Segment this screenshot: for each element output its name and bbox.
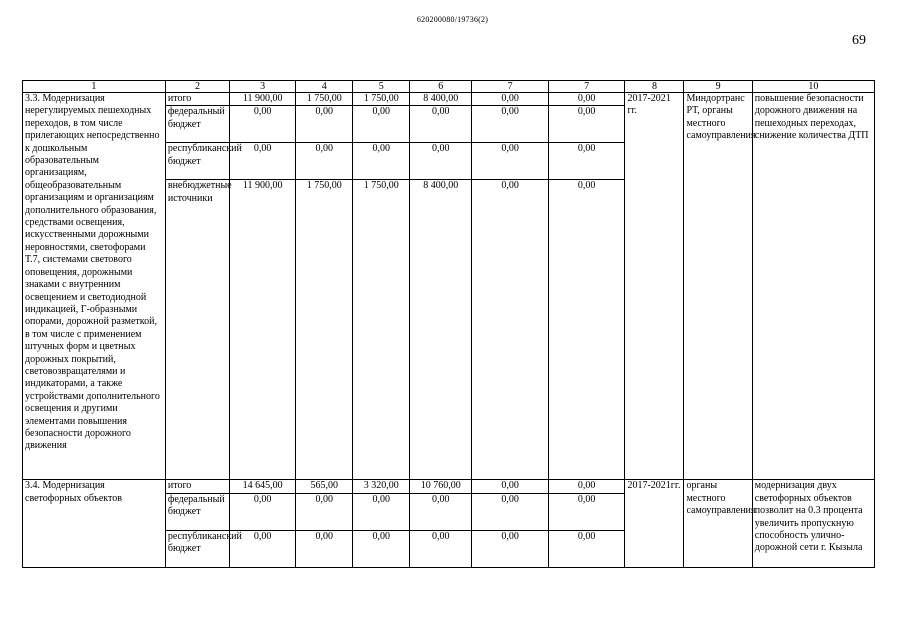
source-label: внебюджетные источники xyxy=(165,180,229,480)
source-label: итого xyxy=(165,480,229,493)
value-cell: 3 320,00 xyxy=(353,480,410,493)
value-cell: 11 900,00 xyxy=(230,93,296,106)
source-label: федеральный бюджет xyxy=(165,106,229,143)
value-cell: 8 400,00 xyxy=(410,180,472,480)
value-cell: 0,00 xyxy=(472,480,549,493)
header-col-1: 1 xyxy=(23,81,166,93)
executors-cell: Миндортранс РТ, органы местного самоуправления xyxy=(684,93,752,480)
value-cell: 0,00 xyxy=(353,106,410,143)
value-cell: 0,00 xyxy=(548,480,625,493)
header-col-3: 3 xyxy=(230,81,296,93)
value-cell: 0,00 xyxy=(410,143,472,180)
header-col-8: 8 xyxy=(625,81,684,93)
value-cell: 0,00 xyxy=(230,106,296,143)
page-number: 69 xyxy=(852,33,866,48)
value-cell: 0,00 xyxy=(296,493,353,530)
value-cell: 0,00 xyxy=(410,530,472,567)
value-cell: 8 400,00 xyxy=(410,93,472,106)
value-cell: 0,00 xyxy=(410,493,472,530)
value-cell: 1 750,00 xyxy=(353,180,410,480)
table-row xyxy=(23,480,875,493)
program-table xyxy=(22,80,875,568)
item-description: 3.3. Модернизация нерегулируемых пешеходных переходов, в том числе прилегающих непосредственно к дошкольным образовательным организациям, общеобразовательным организациям и организациям дополнительного образования, средствами освещения, искусственными дорожными неровностями, светофорами Т.7, системами светового оповещения, дорожными знаками с внутренним освещением и светодиодной индикацией, Г-образными опорами, дорожной разметкой, в том числе с применением штучных форм и цветных дорожных покрытий, световозвращателями и индикаторами, а также устройствами дополнительного освещения и другими элементами повышения безопасности дорожного движения xyxy=(23,93,166,480)
source-label: итого xyxy=(165,93,229,106)
source-label: республиканский бюджет xyxy=(165,530,229,567)
header-row xyxy=(23,81,875,93)
header-col-7a: 7 xyxy=(472,81,549,93)
source-label: федеральный бюджет xyxy=(165,493,229,530)
value-cell: 0,00 xyxy=(472,493,549,530)
value-cell: 0,00 xyxy=(230,530,296,567)
header-col-7b: 7 xyxy=(548,81,625,93)
header-col-4: 4 xyxy=(296,81,353,93)
period-cell: 2017-2021гг. xyxy=(625,480,684,567)
value-cell: 0,00 xyxy=(353,530,410,567)
header-col-6: 6 xyxy=(410,81,472,93)
value-cell: 10 760,00 xyxy=(410,480,472,493)
value-cell: 0,00 xyxy=(296,106,353,143)
value-cell: 0,00 xyxy=(548,180,625,480)
value-cell: 0,00 xyxy=(472,180,549,480)
value-cell: 0,00 xyxy=(548,530,625,567)
value-cell: 0,00 xyxy=(548,143,625,180)
table-row xyxy=(23,93,875,106)
value-cell: 0,00 xyxy=(548,493,625,530)
document-id: 620200080/19736(2) xyxy=(416,15,489,24)
value-cell: 0,00 xyxy=(472,143,549,180)
header-col-2: 2 xyxy=(165,81,229,93)
result-cell: повышение безопасности дорожного движения на пешеходных переходах, снижение количества ДТП xyxy=(752,93,874,480)
value-cell: 0,00 xyxy=(472,530,549,567)
result-cell: модернизация двух светофорных объектов позволит на 0.3 процента увеличить пропускную способность улично-дорожной сети г. Кызыла xyxy=(752,480,874,567)
header-col-10: 10 xyxy=(752,81,874,93)
value-cell: 0,00 xyxy=(353,493,410,530)
value-cell: 0,00 xyxy=(548,106,625,143)
item-description: 3.4. Модернизация светофорных объектов xyxy=(23,480,166,567)
value-cell: 0,00 xyxy=(230,143,296,180)
value-cell: 565,00 xyxy=(296,480,353,493)
value-cell: 1 750,00 xyxy=(296,93,353,106)
value-cell: 0,00 xyxy=(548,93,625,106)
value-cell: 0,00 xyxy=(353,143,410,180)
value-cell: 0,00 xyxy=(296,530,353,567)
period-cell: 2017-2021 гг. xyxy=(625,93,684,480)
source-label: республиканский бюджет xyxy=(165,143,229,180)
header-col-5: 5 xyxy=(353,81,410,93)
value-cell: 11 900,00 xyxy=(230,180,296,480)
value-cell: 0,00 xyxy=(472,106,549,143)
executors-cell: органы местного самоуправления xyxy=(684,480,752,567)
value-cell: 1 750,00 xyxy=(353,93,410,106)
value-cell: 0,00 xyxy=(296,143,353,180)
header-col-9: 9 xyxy=(684,81,752,93)
value-cell: 1 750,00 xyxy=(296,180,353,480)
value-cell: 14 645,00 xyxy=(230,480,296,493)
value-cell: 0,00 xyxy=(230,493,296,530)
value-cell: 0,00 xyxy=(410,106,472,143)
value-cell: 0,00 xyxy=(472,93,549,106)
